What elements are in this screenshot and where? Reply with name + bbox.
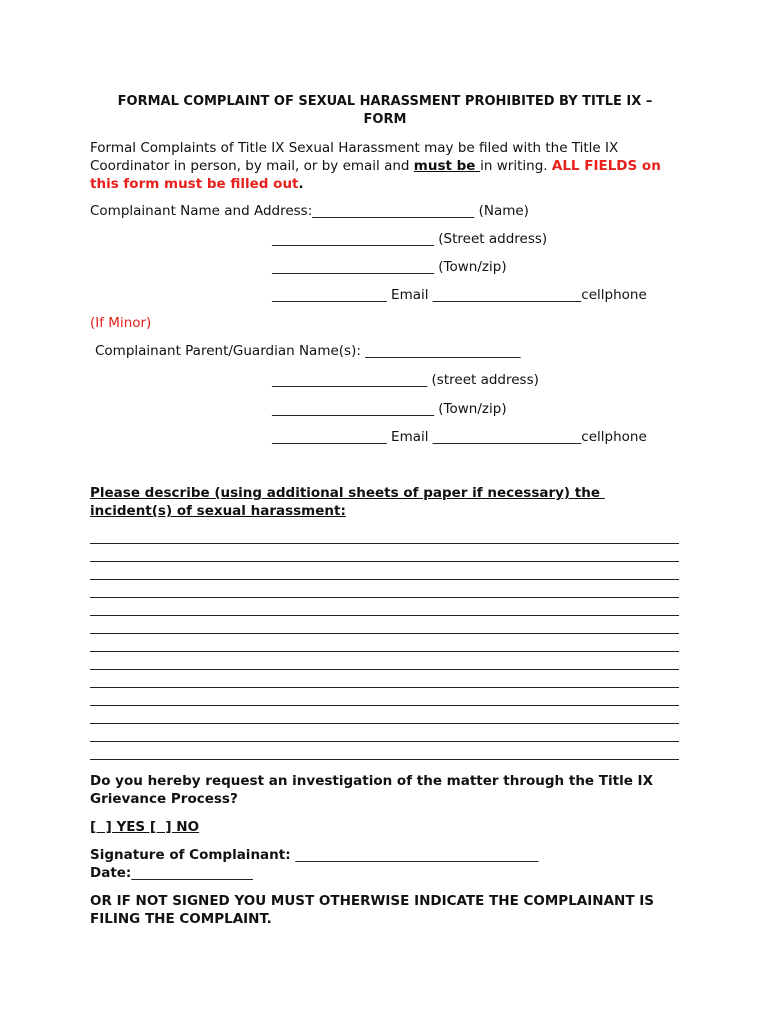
form-title-line-1: FORMAL COMPLAINT OF SEXUAL HARASSMENT PROHIBITED BY TITLE IX – — [117, 94, 653, 109]
intro-line-2-text: Coordinator in person, by mail, or by email and — [90, 158, 414, 174]
description-line[interactable] — [90, 561, 679, 562]
describe-heading-line-2: incident(s) of sexual harassment: — [90, 503, 346, 519]
complainant-name-label: Complainant Name and Address: — [90, 203, 313, 219]
description-line[interactable] — [90, 543, 679, 544]
description-line[interactable] — [90, 723, 679, 724]
signature-label: Signature of Complainant: — [90, 847, 296, 863]
form-title — [90, 93, 680, 129]
parent-street-field[interactable]: _______________________ (street address) — [272, 372, 539, 388]
description-line[interactable] — [90, 651, 679, 652]
intro-paragraph — [90, 139, 690, 193]
date-row — [90, 864, 690, 882]
parent-guardian-field[interactable]: Complainant Parent/Guardian Name(s): _______________________ — [95, 343, 521, 359]
description-line[interactable] — [90, 669, 679, 670]
intro-line-2 — [90, 157, 690, 175]
footer-line-2: FILING THE COMPLAINT. — [90, 911, 272, 927]
complainant-street-field[interactable]: ________________________ (Street address) — [272, 231, 548, 247]
parent-contact-field[interactable]: _________________ Email ______________________cellphone — [272, 429, 647, 445]
intro-line-2-tail: in writing. — [480, 158, 552, 174]
complainant-town-field[interactable]: ________________________ (Town/zip) — [272, 259, 507, 275]
all-fields-notice-end: this form must be filled out — [90, 176, 299, 192]
complainant-name-field[interactable]: ________________________ — [312, 203, 475, 219]
investigation-question-line-1: Do you hereby request an investigation of the matter through the Title IX — [90, 773, 653, 789]
date-field[interactable]: __________________ — [131, 865, 253, 881]
footer-notice — [90, 892, 690, 928]
footer-line-1: OR IF NOT SIGNED YOU MUST OTHERWISE INDICATE THE COMPLAINANT IS — [90, 893, 654, 909]
must-be-emphasis: must be — [413, 158, 481, 174]
yes-no-checkboxes[interactable]: [ ] YES [ ] NO — [90, 819, 200, 835]
intro-period: . — [298, 176, 304, 192]
if-minor-note: (If Minor) — [90, 315, 152, 331]
investigation-question — [90, 772, 690, 808]
description-line[interactable] — [90, 705, 679, 706]
complainant-contact-field[interactable]: _________________ Email ______________________cellphone — [272, 287, 647, 303]
parent-town-field[interactable]: ________________________ (Town/zip) — [272, 401, 507, 417]
description-line[interactable] — [90, 633, 679, 634]
investigation-question-line-2: Grievance Process? — [90, 791, 238, 807]
complainant-name-hint: (Name) — [474, 203, 529, 219]
signature-row — [90, 846, 690, 864]
description-line[interactable] — [90, 597, 679, 598]
signature-block — [90, 846, 690, 882]
date-label: Date: — [90, 865, 132, 881]
description-line[interactable] — [90, 741, 679, 742]
description-line[interactable] — [90, 579, 679, 580]
signature-field[interactable]: ____________________________________ — [295, 847, 539, 863]
form-title-line-2: FORM — [363, 112, 407, 127]
intro-line-3 — [90, 175, 690, 193]
describe-heading-line-1: Please describe (using additional sheets of paper if necessary) the — [90, 485, 605, 501]
complainant-name-row — [90, 202, 529, 220]
all-fields-notice: ALL FIELDS on — [551, 158, 661, 174]
description-line[interactable] — [90, 759, 679, 760]
description-line[interactable] — [90, 687, 679, 688]
describe-heading — [90, 484, 690, 520]
intro-line-1: Formal Complaints of Title IX Sexual Harassment may be filed with the Title IX — [90, 140, 619, 156]
description-line[interactable] — [90, 615, 679, 616]
